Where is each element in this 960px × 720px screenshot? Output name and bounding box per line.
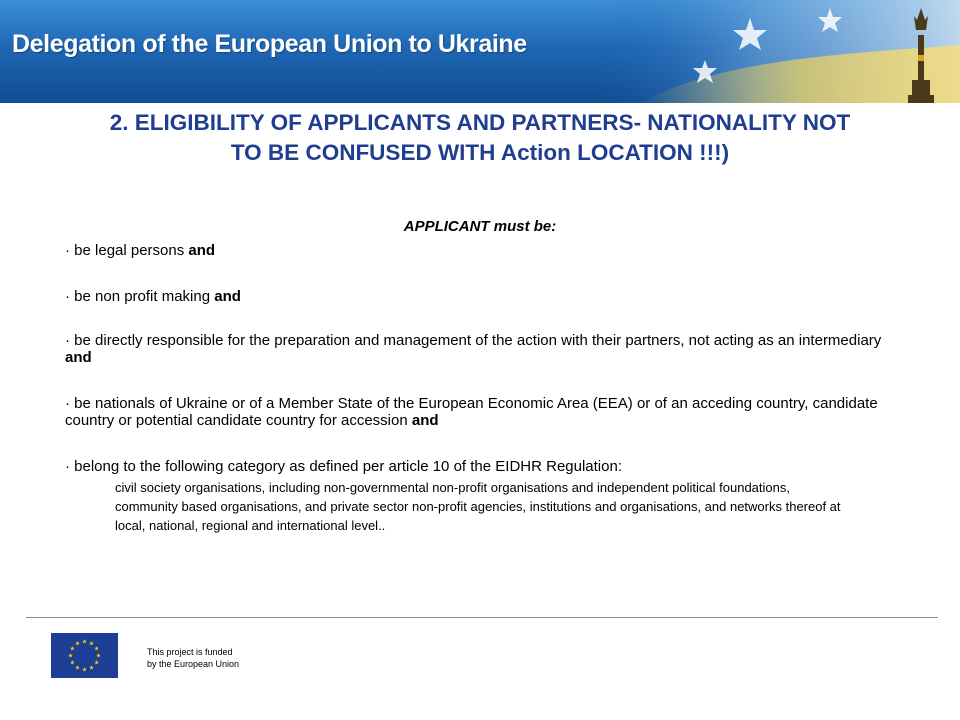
- requirement-item: [65, 458, 885, 475]
- and-conjunction: and: [411, 412, 439, 429]
- header-title: Delegation of the European Union to Ukraine: [12, 30, 527, 58]
- requirement-item: [65, 395, 885, 429]
- funding-note: [147, 646, 239, 670]
- requirement-text: · be nationals of Ukraine or of a Member State of the European Economic Area (EEA) or of an acceding country, candidate country or potential candidate country for accession: [65, 395, 878, 429]
- requirement-item: [65, 288, 885, 305]
- and-conjunction: and: [188, 242, 216, 259]
- and-conjunction: and: [65, 349, 92, 366]
- slide-heading: [30, 108, 930, 168]
- requirement-text: · be legal persons: [65, 242, 185, 259]
- applicant-subheading: APPLICANT must be:: [403, 218, 557, 235]
- eu-stars-monument-decoration: [600, 0, 960, 103]
- requirement-item: [65, 332, 885, 366]
- category-detail: civil society organisations, including non-governmental non-profit organisations and independent political foundations, community based organisations, and private sector non-profit agencies, institutions and organisations, and networks thereof at local, national, regional and international level..: [115, 480, 841, 533]
- funding-line-2: by the European Union: [147, 659, 240, 669]
- footer-divider: [26, 617, 938, 618]
- requirement-text: · belong to the following category as defined per article 10 of the EIDHR Regulation:: [65, 458, 622, 475]
- funding-line-1: This project is funded: [147, 647, 233, 657]
- requirement-item: [65, 242, 885, 259]
- requirement-text: · be non profit making: [65, 288, 211, 305]
- slide-heading-line-2: TO BE CONFUSED WITH Action LOCATION !!!): [230, 140, 730, 165]
- requirement-text: · be directly responsible for the preparation and management of the action with their partners, not acting as an intermediary: [65, 332, 882, 349]
- eu-flag-icon: [51, 633, 118, 678]
- and-conjunction: and: [214, 288, 241, 305]
- header-banner: [0, 0, 960, 103]
- slide-heading-line-1: 2. ELIGIBILITY OF APPLICANTS AND PARTNERS- NATIONALITY NOT: [109, 110, 851, 135]
